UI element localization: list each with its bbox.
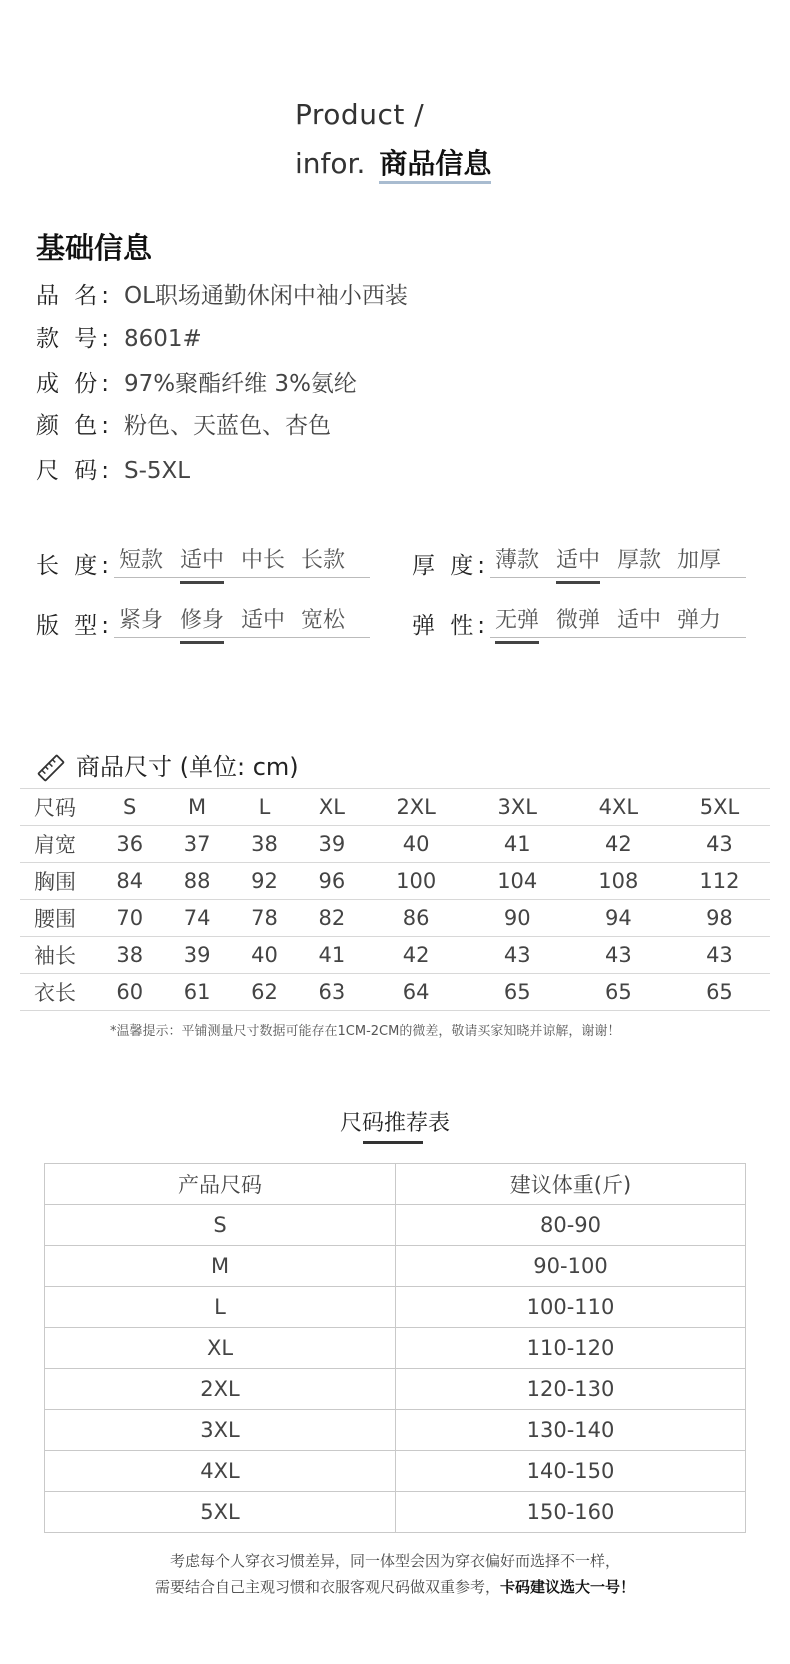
table-row [45, 1451, 746, 1492]
attr-option: 宽松 [301, 608, 346, 633]
size-cell: 88 [163, 863, 230, 900]
attr-option: 适中 [617, 608, 662, 633]
rec-cell: 110-120 [396, 1328, 746, 1369]
size-cell: 112 [669, 863, 770, 900]
size-cell: 41 [467, 826, 568, 863]
table-row [45, 1205, 746, 1246]
attr-label: 版 型: [36, 613, 114, 639]
size-cell: 38 [96, 937, 163, 974]
basic-info-title: 基础信息 [36, 231, 153, 265]
size-cell: 2XL [366, 789, 467, 826]
size-cell: 65 [568, 974, 669, 1011]
table-row [45, 1287, 746, 1328]
table-row [20, 826, 770, 863]
size-cell: 39 [163, 937, 230, 974]
rec-cell: 建议体重(斤) [396, 1164, 746, 1205]
attr-option: 厚款 [617, 548, 662, 573]
attr-option-selected: 修身 [180, 603, 224, 634]
size-cell: 42 [366, 937, 467, 974]
size-cell: 96 [298, 863, 365, 900]
size-cell: S [96, 789, 163, 826]
info-row-style-no [36, 320, 202, 353]
size-cell: 100 [366, 863, 467, 900]
attr-option-selected: 适中 [556, 543, 600, 574]
rec-cell: XL [45, 1328, 396, 1369]
rec-cell: S [45, 1205, 396, 1246]
size-table [20, 788, 770, 1011]
size-cell: 37 [163, 826, 230, 863]
size-cell: 5XL [669, 789, 770, 826]
size-cell: 袖长 [20, 937, 96, 974]
attr-options [114, 543, 370, 578]
size-table-heading [36, 747, 299, 783]
size-cell: 62 [231, 974, 298, 1011]
recommend-table [44, 1163, 746, 1533]
info-value: 8601# [124, 326, 202, 352]
attr-options [114, 603, 370, 638]
size-cell: M [163, 789, 230, 826]
rec-cell: 2XL [45, 1369, 396, 1410]
size-cell: L [231, 789, 298, 826]
attr-option: 微弹 [556, 608, 601, 633]
table-row [45, 1410, 746, 1451]
size-cell: 36 [96, 826, 163, 863]
rec-cell: 4XL [45, 1451, 396, 1492]
table-row [45, 1328, 746, 1369]
recommend-title-underline [363, 1141, 423, 1144]
info-row-color [36, 407, 331, 440]
footer-text: 需要结合自己主观习惯和衣服客观尺码做双重参考， [154, 1578, 500, 1596]
table-row [20, 974, 770, 1011]
rec-cell: 80-90 [396, 1205, 746, 1246]
size-cell: 38 [231, 826, 298, 863]
attr-option: 紧身 [119, 608, 164, 633]
size-cell: 腰围 [20, 900, 96, 937]
attr-option-selected: 适中 [180, 543, 224, 574]
size-cell: 92 [231, 863, 298, 900]
size-cell: 43 [669, 937, 770, 974]
info-row-name [36, 277, 408, 310]
attr-option: 短款 [119, 548, 164, 573]
attr-option: 弹力 [677, 608, 722, 633]
attr-label: 厚 度: [412, 553, 490, 579]
size-cell: 4XL [568, 789, 669, 826]
info-label: 品 名: [36, 283, 114, 309]
attr-options [490, 603, 746, 638]
attr-option: 薄款 [495, 548, 540, 573]
footer-emphasis: 卡码建议选大一号！ [500, 1578, 636, 1596]
size-cell: 尺码 [20, 789, 96, 826]
attr-option-selected: 无弹 [495, 603, 539, 634]
header-product: Product / [295, 98, 425, 131]
size-table-title: 商品尺寸 (单位: cm) [76, 753, 299, 781]
size-cell: 84 [96, 863, 163, 900]
size-cell: 42 [568, 826, 669, 863]
size-cell: 63 [298, 974, 365, 1011]
rec-cell: 产品尺码 [45, 1164, 396, 1205]
size-cell: 108 [568, 863, 669, 900]
attr-label: 长 度: [36, 553, 114, 579]
rec-cell: 90-100 [396, 1246, 746, 1287]
attr-thickness [412, 543, 752, 583]
recommend-title: 尺码推荐表 [339, 1111, 450, 1136]
size-cell: 3XL [467, 789, 568, 826]
attr-length [36, 543, 376, 583]
size-cell: 43 [568, 937, 669, 974]
attr-option: 加厚 [677, 548, 722, 573]
size-cell: 40 [231, 937, 298, 974]
info-value: 粉色、天蓝色、杏色 [124, 413, 331, 439]
attr-option: 长款 [301, 548, 346, 573]
table-row [20, 863, 770, 900]
rec-cell: 150-160 [396, 1492, 746, 1533]
size-cell: 40 [366, 826, 467, 863]
info-label: 尺 码: [36, 458, 114, 484]
rec-cell: 120-130 [396, 1369, 746, 1410]
size-cell: 94 [568, 900, 669, 937]
size-cell: 104 [467, 863, 568, 900]
size-cell: 43 [669, 826, 770, 863]
attr-fit [36, 603, 376, 643]
rec-cell: 5XL [45, 1492, 396, 1533]
footer-line-1: 考虑每个人穿衣习惯差异，同一体型会因为穿衣偏好而选择不一样， [169, 1552, 620, 1570]
size-cell: 74 [163, 900, 230, 937]
measurement-note: *温馨提示：平铺测量尺寸数据可能存在1CM-2CM的微差，敬请买家知晓并谅解，谢谢！ [110, 1024, 621, 1039]
size-cell: 61 [163, 974, 230, 1011]
info-value: 97%聚酯纤维 3%氨纶 [124, 371, 357, 397]
size-cell: 60 [96, 974, 163, 1011]
ruler-icon [36, 753, 66, 783]
size-cell: 衣长 [20, 974, 96, 1011]
size-cell: 90 [467, 900, 568, 937]
size-cell: 78 [231, 900, 298, 937]
table-row [45, 1246, 746, 1287]
attr-option: 适中 [241, 608, 286, 633]
size-cell: 41 [298, 937, 365, 974]
table-row [20, 900, 770, 937]
size-cell: 82 [298, 900, 365, 937]
size-cell: XL [298, 789, 365, 826]
info-row-size [36, 452, 190, 485]
size-cell: 39 [298, 826, 365, 863]
size-table-header-row [20, 789, 770, 826]
size-cell: 胸围 [20, 863, 96, 900]
size-cell: 70 [96, 900, 163, 937]
size-cell: 86 [366, 900, 467, 937]
table-row [20, 937, 770, 974]
size-cell: 65 [467, 974, 568, 1011]
rec-cell: M [45, 1246, 396, 1287]
size-cell: 98 [669, 900, 770, 937]
rec-cell: 100-110 [396, 1287, 746, 1328]
table-row [45, 1369, 746, 1410]
info-label: 款 号: [36, 326, 114, 352]
rec-cell: 130-140 [396, 1410, 746, 1451]
info-label: 颜 色: [36, 413, 114, 439]
recommend-header-row [45, 1164, 746, 1205]
info-value: OL职场通勤休闲中袖小西装 [124, 283, 408, 309]
footer-line-2 [0, 1576, 790, 1597]
attr-label: 弹 性: [412, 613, 490, 639]
table-row [45, 1492, 746, 1533]
info-value: S-5XL [124, 458, 191, 484]
attr-options [490, 543, 746, 578]
attr-elasticity [412, 603, 752, 643]
header-title-cn: 商品信息 [379, 147, 492, 180]
rec-cell: L [45, 1287, 396, 1328]
size-cell: 64 [366, 974, 467, 1011]
size-cell: 65 [669, 974, 770, 1011]
size-cell: 43 [467, 937, 568, 974]
header-infor [295, 142, 491, 182]
attr-option: 中长 [241, 548, 286, 573]
rec-cell: 140-150 [396, 1451, 746, 1492]
info-row-material [36, 365, 357, 398]
size-cell: 肩宽 [20, 826, 96, 863]
info-label: 成 份: [36, 371, 114, 397]
header-infor-en: infor. [295, 147, 366, 180]
rec-cell: 3XL [45, 1410, 396, 1451]
